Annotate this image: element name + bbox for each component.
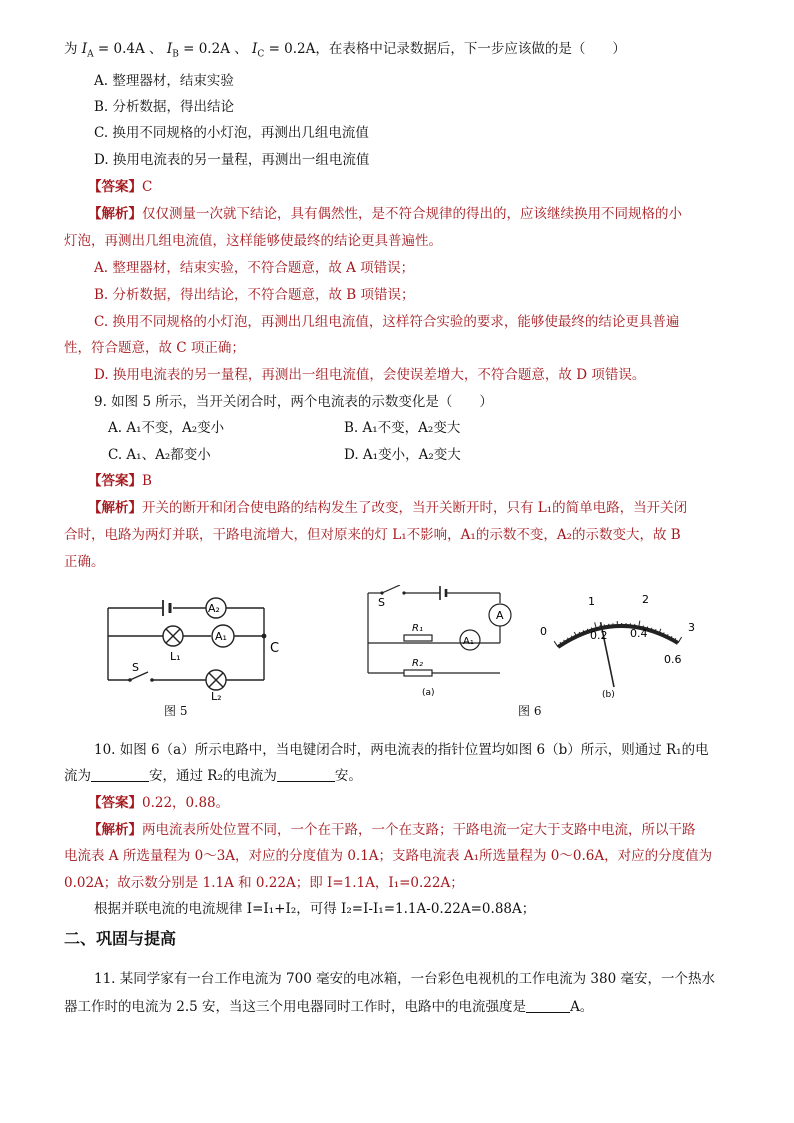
dial-bottom-06: 0.6 <box>664 653 682 666</box>
dial-top-0: 0 <box>540 625 547 638</box>
q8-analysis-d: D. 换用电流表的另一量程，再测出一组电流值，会使误差增大，不符合题意，故 D 项错误。 <box>94 367 646 383</box>
q9-option-d: D. A₁变小，A₂变大 <box>344 447 461 463</box>
dial-top-3: 3 <box>688 621 695 634</box>
q8-analysis-c2: 性，符合题意，故 C 项正确； <box>64 340 245 356</box>
dial-bottom-02: 0.2 <box>590 629 608 642</box>
q11-blank[interactable] <box>526 998 570 1013</box>
fig5-a2-label: A₂ <box>208 602 220 615</box>
q9-answer: 【答案】B <box>88 473 152 489</box>
fig6b-label: (b) <box>602 690 615 700</box>
q8-analysis-b: B. 分析数据，得出结论，不符合题意，故 B 项错误； <box>94 287 415 303</box>
q11-l2: 器工作时的电流为 2.5 安，当这三个用电器同时工作时，电路中的电流强度是 A。 <box>64 999 594 1015</box>
q10-stem-l1: 10. 如图 6（a）所示电路中，当电键闭合时，两电流表的指针位置均如图 6（b）所示，则通过 R₁的电 <box>94 742 709 758</box>
dial-top-2: 2 <box>642 593 649 606</box>
q9-analysis-l2: 合时，电路为两灯并联，干路电流增大，但对原来的灯 L₁不影响，A₁的示数不变，A₂的示数变大，故 B <box>64 527 681 543</box>
fig5-a1-label: A₁ <box>215 630 227 643</box>
q8-analysis-c1: C. 换用不同规格的小灯泡，再测出几组电流值，这样符合实验的要求，能够使最终的结论更具普遍 <box>94 314 680 330</box>
fig5-l1-label: L₁ <box>170 650 181 663</box>
section-2-heading: 二、巩固与提高 <box>64 929 177 948</box>
dial-tick <box>554 641 558 647</box>
figure-6-caption: 图 6 <box>518 704 542 718</box>
q8-analysis-l2: 灯泡，再测出几组电流值，这样能够使最终的结论更具普遍性。 <box>64 233 442 249</box>
q10-analysis-l1: 【解析】两电流表所处位置不同，一个在干路，一个在支路；干路电流一定大于支路中电流，所以干路 <box>88 822 696 838</box>
q8-answer: 【答案】C <box>88 179 153 195</box>
q10-analysis-l2: 电流表 A 所选量程为 0～3A，对应的分度值为 0.1A；支路电流表 A₁所选量程为 0～0.6A，对应的分度值为 <box>64 848 713 864</box>
q10-blank-1[interactable] <box>91 767 149 782</box>
q8-option-a: A. 整理器材，结束实验 <box>94 73 234 89</box>
fig6a-r2-label: R₂ <box>412 658 423 669</box>
q10-stem-l2: 流为 安，通过 R₂的电流为 安。 <box>64 768 362 784</box>
q10-blank-2[interactable] <box>277 767 335 782</box>
q10-analysis-l3: 0.02A；故示数分别是 1.1A 和 0.22A；即 I=1.1A，I₁=0.22A； <box>64 875 464 891</box>
q9-option-a: A. A₁不变，A₂变小 <box>108 420 225 436</box>
intro-line: 为 $I_A = 0.4A$ 、 $I_B = 0.2A$ 、 $I_C = 0.2A$，在表格中记录数据后，下一步应该做的是（ ） <box>64 41 626 60</box>
q9-option-c: C. A₁、A₂都变小 <box>108 447 211 463</box>
q8-option-d: D. 换用电流表的另一量程，再测出一组电流值 <box>94 152 370 168</box>
dial-top-1: 1 <box>588 595 595 608</box>
q8-option-b: B. 分析数据，得出结论 <box>94 99 235 115</box>
fig6a-s-label: S <box>378 596 385 609</box>
q9-analysis-l3: 正确。 <box>64 554 105 570</box>
dial-tick <box>678 637 682 643</box>
fig5-l2-label: L₂ <box>211 690 222 700</box>
figure-6b-ammeter-dial <box>530 585 710 700</box>
q8-option-c: C. 换用不同规格的小灯泡，再测出几组电流值 <box>94 125 369 141</box>
q9-analysis-l1: 【解析】开关的断开和闭合使电路的结构发生了改变，当开关断开时，只有 L₁的简单电路，当开关闭 <box>88 500 688 516</box>
q11-l1: 11. 某同学家有一台工作电流为 700 毫安的电冰箱，一台彩色电视机的工作电流为 380 毫安，一个热水 <box>94 971 715 987</box>
q10-answer: 【答案】0.22，0.88。 <box>88 795 230 811</box>
q8-analysis-a: A. 整理器材，结束实验，不符合题意，故 A 项错误； <box>94 260 415 276</box>
fig5-c-label: C <box>270 641 280 656</box>
q9-stem: 9. 如图 5 所示，当开关闭合时，两个电流表的示数变化是（ ） <box>94 394 493 410</box>
dial-tick <box>604 624 605 627</box>
figure-6a-circuit <box>360 585 520 700</box>
q9-option-b: B. A₁不变，A₂变大 <box>344 420 461 436</box>
fig6a-r1-label: R₁ <box>412 623 423 634</box>
dial-tick <box>600 625 601 628</box>
figure-5-circuit <box>100 590 300 700</box>
q10-analysis-l4: 根据并联电流的电流规律 I=I₁+I₂，可得 I₂=I-I₁=1.1A-0.22A=0.88A； <box>94 901 536 917</box>
q8-analysis-l1: 【解析】仅仅测量一次就下结论，具有偶然性，是不符合规律的得出的，应该继续换用不同规格的小 <box>88 206 682 222</box>
dial-bottom-04: 0.4 <box>630 627 648 640</box>
fig5-s-label: S <box>132 661 139 674</box>
fig6a-a-label: A <box>496 609 504 622</box>
figure-5-caption: 图 5 <box>164 704 188 718</box>
fig6a-label: (a) <box>422 688 435 698</box>
fig6a-a1-label: A₁ <box>463 636 474 647</box>
